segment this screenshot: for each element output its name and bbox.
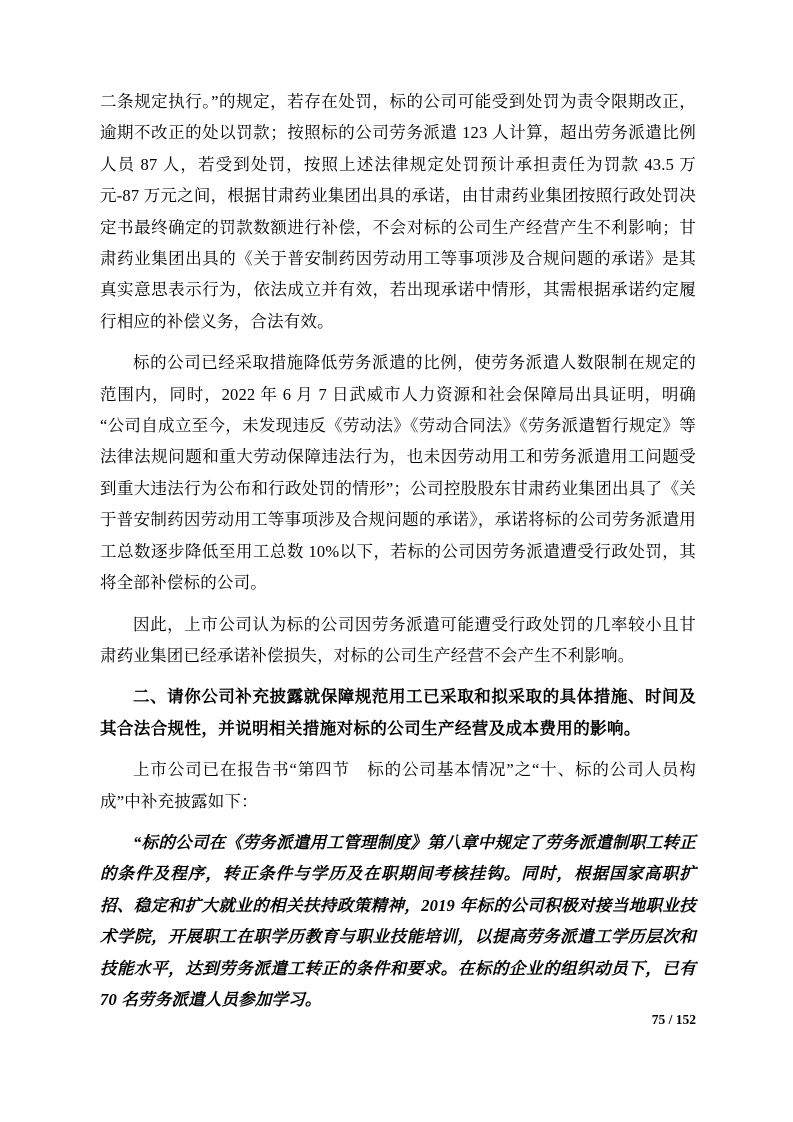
section-heading-question-2: 二、请你公司补充披露就保障规范用工已采取和拟采取的具体措施、时间及其合法合规性，并说明相关措施对标的公司生产经营及成本费用的影响。 xyxy=(100,687,696,738)
page-number: 75 / 152 xyxy=(651,1012,696,1027)
paragraph-report-reference: 上市公司已在报告书“第四节 标的公司基本情况”之“十、标的公司人员构成”中补充披露如下： xyxy=(100,760,696,811)
paragraph-quoted-disclosure: “标的公司在《劳务派遣用工管理制度》第八章中规定了劳务派遣制职工转正的条件及程序，转正条件与学历及在职期间考核挂钩。同时，根据国家高职扩招、稳定和扩大就业的相关扶持政策精神，2019 年标的公司积极对接当地职业技术学院，开展职工在职学历教育与职业技能培训，以提高劳务派遣工学历层次和技能水平，达到劳务派遣工转正的条件和要求。在标的企业的组织动员下，已有 70 名劳务派遣人员参加学习。 xyxy=(100,832,696,1009)
paragraph-conclusion: 因此，上市公司认为标的公司因劳务派遣可能遭受行政处罚的几率较小且甘肃药业集团已经承诺补偿损失，对标的公司生产经营不会产生不利影响。 xyxy=(100,614,696,665)
paragraph-measures-taken: 标的公司已经采取措施降低劳务派遣的比例，使劳务派遣人数限制在规定的范围内，同时，2022 年 6 月 7 日武威市人力资源和社会保障局出具证明，明确“公司自成立至今，未发现违反《劳动法》《劳动合同法》《劳务派遣暂行规定》等法律法规问题和重大劳动保障违法行为，也未因劳动用工和劳务派遣用工问题受到重大违法行为公布和行政处罚的情形”；公司控股股东甘肃药业集团出具了《关于普安制药因劳动用工等事项涉及合规问题的承诺》，承诺将标的公司劳务派遣用工总数逐步降低至用工总数 10%以下，若标的公司因劳务派遣遭受行政处罚，其将全部补偿标的公司。 xyxy=(100,353,696,593)
document-body xyxy=(100,86,696,1025)
paragraph-continuation: 二条规定执行。”的规定，若存在处罚，标的公司可能受到处罚为责令限期改正，逾期不改正的处以罚款；按照标的公司劳务派遣 123 人计算，超出劳务派遣比例人员 87 人，若受到处罚，按照上述法律规定处罚预计承担责任为罚款 43.5 万元-87 万元之间，根据甘肃药业集团出具的承诺，由甘肃药业集团按照行政处罚决定书最终确定的罚款数额进行补偿，不会对标的公司生产经营产生不利影响；甘肃药业集团出具的《关于普安制药因劳动用工等事项涉及合规问题的承诺》是其真实意思表示行为，依法成立并有效，若出现承诺中情形，其需根据承诺约定履行相应的补偿义务，合法有效。 xyxy=(100,92,696,331)
